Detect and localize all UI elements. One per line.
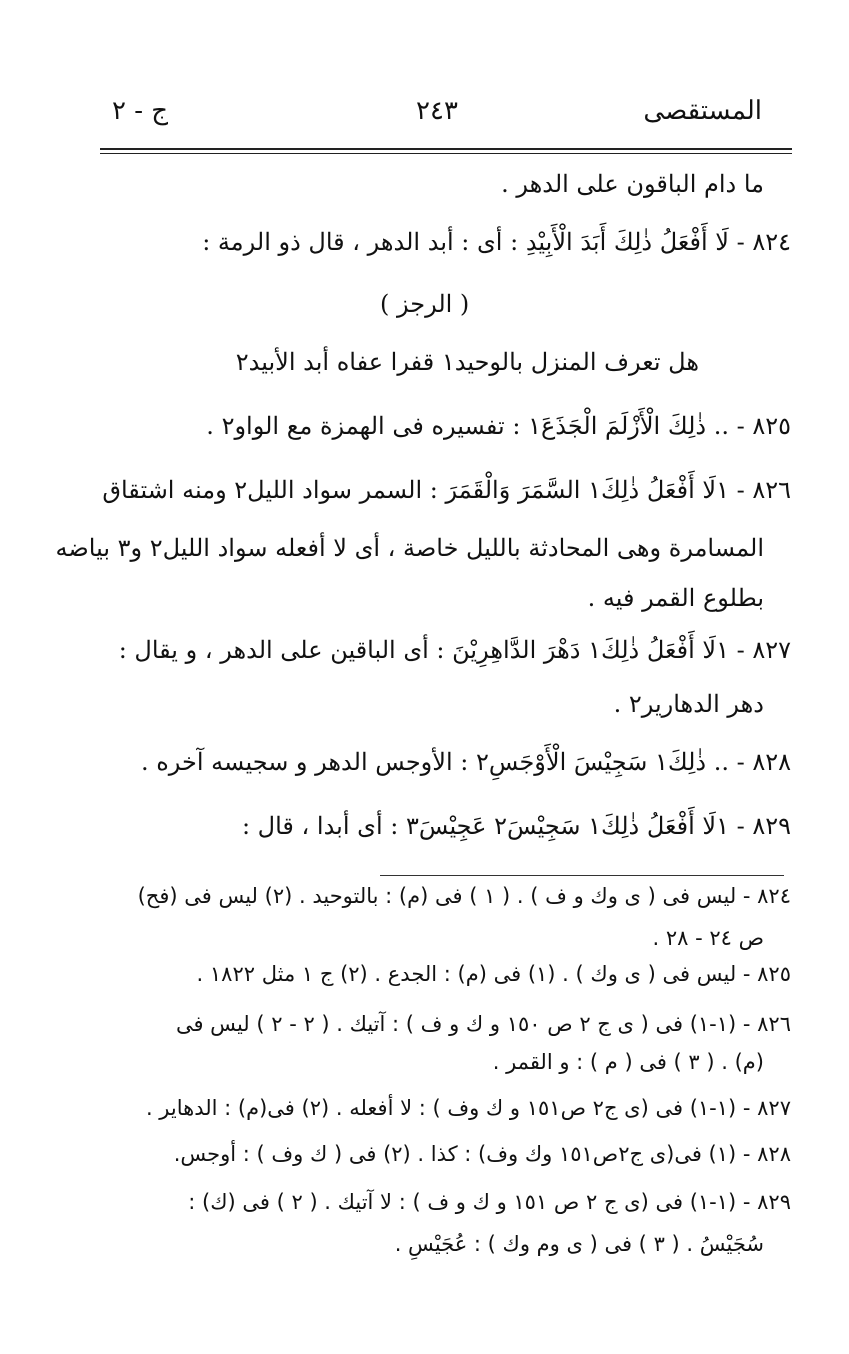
note-824-cont: ص ٢٤ - ٢٨ . xyxy=(652,926,764,950)
entry-827-cont: دهر الدهارير٢ . xyxy=(613,690,764,718)
running-header xyxy=(112,96,762,136)
text-line: ما دام الباقون على الدهر . xyxy=(501,170,764,198)
entry-824: ٨٢٤ - لَا أَفْعَلُ ذٰلِكَ أَبَدَ الْأَبِيْدِ : أى : أبد الدهر ، قال ذو الرمة : xyxy=(202,228,791,256)
entry-829: ٨٢٩ - ١لَا أَفْعَلُ ذٰلِكَ١ سَجِيْسَ٢ عَجِيْسَ٣ : أى أبدا ، قال : xyxy=(241,812,791,840)
note-828: ٨٢٨ - (١) فى(ى ج٢ص١٥١ وك وف) : كذا . (٢) فى ( ك وف ) : أوجس. xyxy=(173,1142,791,1166)
page-number: ٢٤٣ xyxy=(416,96,458,126)
note-824: ٨٢٤ - ليس فى ( ى وك و ف ) . ( ١ ) فى (م) : بالتوحيد . (٢) ليس فى (فح) xyxy=(137,884,791,908)
entry-826-cont2: بطلوع القمر فيه . xyxy=(587,584,764,612)
note-826-cont: (م) . ( ٣ ) فى ( م ) : و القمر . xyxy=(492,1050,764,1074)
entry-827: ٨٢٧ - ١لَا أَفْعَلُ ذٰلِكَ١ دَهْرَ الدَّاهِرِيْنَ : أى الباقين على الدهر ، و يقال : xyxy=(118,636,791,664)
note-829: ٨٢٩ - (١-١) فى (ى ج ٢ ص ١٥١ و ك و ف ) : لا آتيك . ( ٢ ) فى (ك) : xyxy=(188,1190,791,1214)
note-825: ٨٢٥ - ليس فى ( ى وك ) . (١) فى (م) : الجدع . (٢) ج ١ مثل ١٨٢٢ . xyxy=(196,962,791,986)
entry-828: ٨٢٨ - .. ذٰلِكَ١ سَجِيْسَ الْأَوْجَسِ٢ : الأوجس الدهر و سجيسه آخره . xyxy=(140,748,791,776)
note-826: ٨٢٦ - (١-١) فى ( ى ج ٢ ص ١٥٠ و ك و ف ) : آتيك . ( ٢ - ٢ ) ليس فى xyxy=(175,1012,791,1036)
header-rule-thin xyxy=(100,153,792,154)
entry-825: ٨٢٥ - .. ذٰلِكَ الْأَزْلَمَ الْجَذَعَ١ : تفسيره فى الهمزة مع الواو٢ . xyxy=(206,412,791,440)
meter-label: ( الرجز ) xyxy=(380,290,470,318)
note-827: ٨٢٧ - (١-١) فى (ى ج٢ ص١٥١ و ك وف ) : لا أفعله . (٢) فى(م) : الدهاير . xyxy=(145,1096,791,1120)
entry-826-cont: المسامرة وهى المحادثة بالليل خاصة ، أى لا أفعله سواد الليل٢ و٣ بياضه xyxy=(55,534,764,562)
entry-826: ٨٢٦ - ١لَا أَفْعَلُ ذٰلِكَ١ السَّمَرَ وَالْقَمَرَ : السمر سواد الليل٢ ومنه اشتقاق xyxy=(102,476,791,504)
footnote-rule xyxy=(380,875,784,876)
header-rule xyxy=(100,148,792,150)
volume-label: ج - ٢ xyxy=(112,96,169,126)
book-title: المستقصى xyxy=(643,96,762,126)
note-829-cont: سُجَيْسُ . ( ٣ ) فى ( ى وم وك ) : عُجَيْسِ . xyxy=(394,1232,764,1256)
verse-line: هل تعرف المنزل بالوحيد١ قفرا عفاه أبد الأبيد٢ xyxy=(235,348,699,376)
